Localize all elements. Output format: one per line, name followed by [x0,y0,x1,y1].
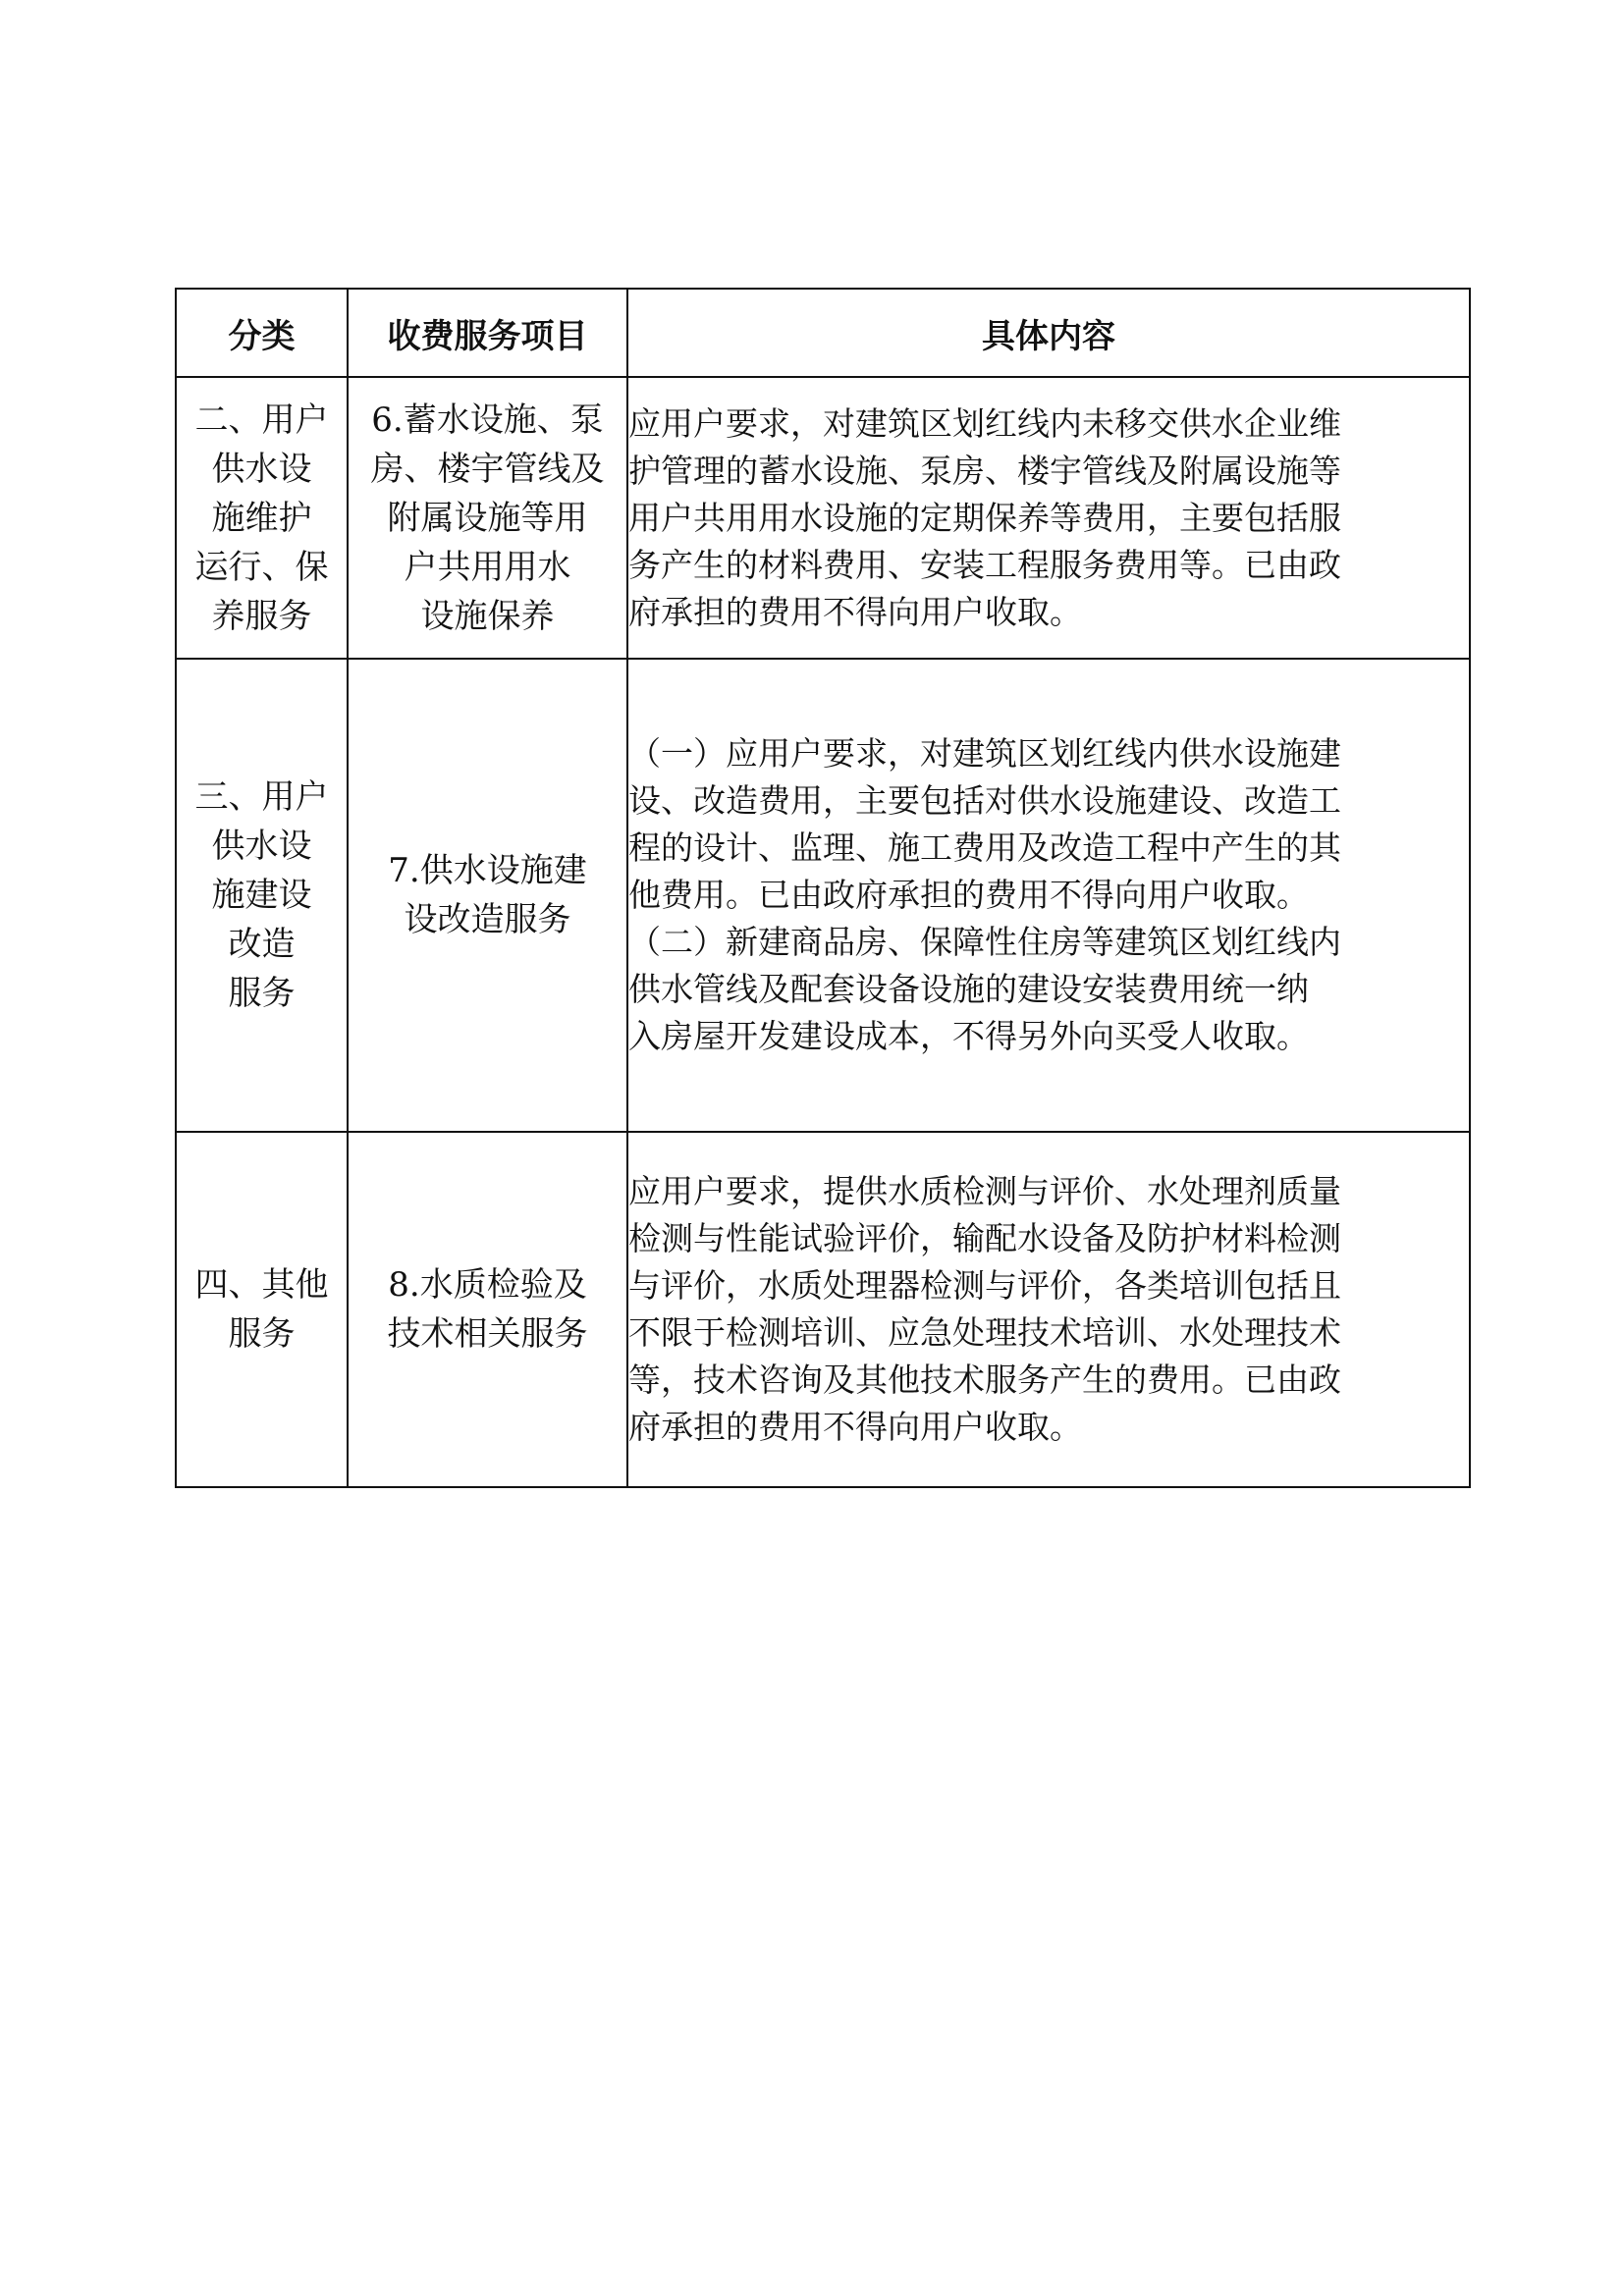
item-line: 户共用用水 [404,547,571,587]
category-line: 服务 [228,1314,296,1354]
category-line: 施维护 [211,498,312,538]
content-cell [627,659,1470,1132]
content-line: 用户共用用水设施的定期保养等费用，主要包括服 [628,498,1341,537]
content-line: 他费用。已由政府承担的费用不得向用户收取。 [628,876,1309,914]
item-line: 附属设施等用 [387,498,588,538]
content-line: 护管理的蓄水设施、泵房、楼宇管线及附属设施等 [628,451,1341,490]
service-item-cell [348,1132,627,1487]
item-line: 技术相关服务 [387,1314,588,1354]
category-cell [176,1132,348,1487]
service-item-cell [348,659,627,1132]
table-header-row [176,289,1470,377]
category-line: 供水设 [211,449,312,489]
header-content: 具体内容 [627,289,1470,377]
content-line: 与评价，水质处理器检测与评价，各类培训包括且 [628,1266,1341,1305]
content-cell [627,1132,1470,1487]
content-line: 府承担的费用不得向用户收取。 [628,592,1082,631]
category-line: 养服务 [211,596,312,636]
content-line: （一）应用户要求，对建筑区划红线内供水设施建 [628,734,1341,773]
category-line: 三、用户 [194,777,329,817]
content-line: 不限于检测培训、应急处理技术培训、水处理技术 [628,1313,1341,1352]
item-line: 8.水质检验及 [388,1265,587,1305]
category-line: 运行、保 [194,547,329,587]
content-line: 务产生的材料费用、安装工程服务费用等。已由政 [628,545,1341,584]
content-line: 应用户要求，提供水质检测与评价、水处理剂质量 [628,1172,1341,1210]
header-service-item: 收费服务项目 [348,289,627,377]
table-row [176,659,1470,1132]
content-line: 入房屋开发建设成本，不得另外向买受人收取。 [628,1017,1309,1055]
item-line: 房、楼宇管线及 [370,449,605,489]
table-row [176,377,1470,659]
table-row [176,1132,1470,1487]
content-line: 府承担的费用不得向用户收取。 [628,1408,1082,1446]
category-line: 服务 [228,974,296,1013]
category-cell [176,377,348,659]
category-line: 供水设 [211,827,312,866]
category-line: 四、其他 [194,1265,329,1305]
content-cell [627,377,1470,659]
item-line: 7.供水设施建 [388,851,587,890]
content-line: 设、改造费用，主要包括对供水设施建设、改造工 [628,781,1341,820]
item-line: 6.蓄水设施、泵 [371,400,604,440]
content-line: 等，技术咨询及其他技术服务产生的费用。已由政 [628,1361,1341,1399]
content-line: 程的设计、监理、施工费用及改造工程中产生的其 [628,828,1341,867]
item-line: 设改造服务 [404,900,571,939]
header-category: 分类 [176,289,348,377]
category-line: 施建设 [211,876,312,915]
category-cell [176,659,348,1132]
category-line: 改造 [228,925,296,964]
content-line: （二）新建商品房、保障性住房等建筑区划红线内 [628,923,1341,961]
category-line: 二、用户 [194,400,329,440]
fee-service-table [175,288,1471,1488]
service-item-cell [348,377,627,659]
content-line: 检测与性能试验评价，输配水设备及防护材料检测 [628,1219,1341,1257]
content-line: 供水管线及配套设备设施的建设安装费用统一纳 [628,970,1309,1008]
item-line: 设施保养 [420,596,555,636]
content-line: 应用户要求，对建筑区划红线内未移交供水企业维 [628,403,1341,443]
